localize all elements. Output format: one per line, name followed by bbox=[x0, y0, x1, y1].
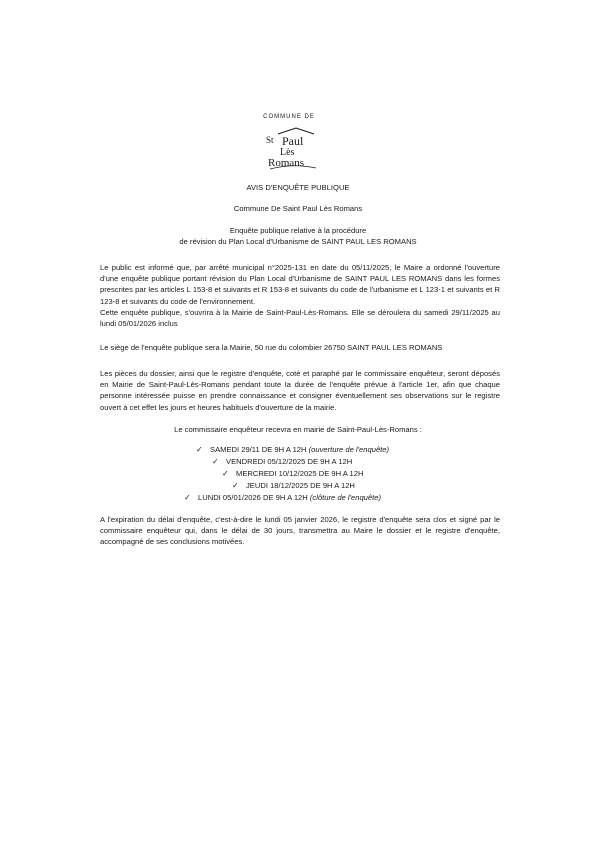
check-icon: ✓ bbox=[212, 457, 219, 466]
commune-logo bbox=[256, 114, 328, 172]
paragraph-siege-text: Le siège de l'enquête publique sera la Mairie, 50 rue du colombier 26750 SAINT PAUL LES ROMANS bbox=[100, 343, 443, 352]
notice-title: AVIS D'ENQUÊTE PUBLIQUE bbox=[246, 183, 350, 192]
session-text: SAMEDI 29/11 DE 9H A 12H bbox=[210, 445, 307, 454]
commune-name: Commune De Saint Paul Lès Romans bbox=[233, 204, 363, 213]
paragraph-expiration-text: A l'expiration du délai d'enquête, c'est-à-dire le lundi 05 janvier 2026, le registre d'enquête sera clos et signé par le commissaire enquêteur qui, dans le délai de 30 jours, transmettra au Maire le dossier et le registre d'enquête, accompagné de ses conclusions motivées. bbox=[100, 515, 500, 547]
session-text: VENDREDI 05/12/2025 DE 9H A 12H bbox=[226, 457, 353, 466]
logo-les: Lès bbox=[280, 147, 295, 158]
session-item bbox=[196, 444, 389, 456]
session-text: LUNDI 05/01/2026 DE 9H A 12H bbox=[198, 493, 308, 502]
logo-emblem bbox=[256, 120, 328, 172]
session-item bbox=[212, 456, 352, 468]
session-text: MERCREDI 10/12/2025 DE 9H A 12H bbox=[236, 469, 364, 478]
paragraph-arrete-text: Le public est informé que, par arrêté municipal n°2025-131 en date du 05/11/2025, le Maire a ordonné l'ouverture d'une enquête publique portant révision du Plan Local d'Urbanisme de SAINT PAUL LES ROMANS dans les formes prescrites par les articles L 153-8 et suivants et R 153-8 et suivants du code de l'urbanisme et L 123-1 et suivants et R 123-8 et suivants du code de l'environnement. bbox=[100, 263, 500, 306]
paragraph-dates-text: Cette enquête publique, s'ouvrira à la Mairie de Saint-Paul-Lès-Romans. Elle se déroulera du samedi 29/11/2025 au lundi 05/01/2026 inclus bbox=[100, 307, 500, 329]
session-item bbox=[184, 492, 381, 504]
session-note: (clôture de l'enquête) bbox=[309, 493, 381, 502]
check-icon: ✓ bbox=[232, 481, 239, 490]
logo-romans: Romans bbox=[268, 157, 305, 169]
session-text: JEUDI 18/12/2025 DE 9H A 12H bbox=[246, 481, 355, 490]
check-icon: ✓ bbox=[222, 469, 229, 478]
paragraph-siege bbox=[100, 342, 500, 353]
check-icon: ✓ bbox=[184, 493, 191, 502]
paragraph-dossier-text: Les pièces du dossier, ainsi que le registre d'enquête, coté et paraphé par le commissaire enquêteur, seront déposés en Mairie de Saint-Paul-Lès-Romans pendant toute la durée de l'enquête prévue à l'article 1er, afin que chaque personne intéressée puisse en prendre connaissance et consigner éventuellement ses observations sur le registre ouvert à cet effet les jours et heures habituels d'ouverture de la mairie. bbox=[100, 369, 500, 412]
paragraph-expiration bbox=[100, 514, 500, 548]
logo-commune-label: COMMUNE DE bbox=[263, 114, 315, 120]
subject-line-1: Enquête publique relative à la procédure bbox=[229, 226, 367, 235]
subject-line-2: de révision du Plan Local d'Urbanisme de SAINT PAUL LES ROMANS bbox=[179, 237, 417, 246]
session-note: (ouverture de l'enquête) bbox=[308, 445, 390, 454]
session-item bbox=[232, 480, 355, 492]
check-icon: ✓ bbox=[196, 445, 203, 454]
session-item bbox=[222, 468, 363, 480]
logo-paul: Paul bbox=[282, 134, 304, 148]
paragraph-arrete bbox=[100, 262, 500, 329]
commissaire-intro: Le commissaire enquêteur recevra en mairie de Saint-Paul-Lès-Romans : bbox=[174, 425, 422, 434]
logo-st: St bbox=[266, 135, 274, 145]
paragraph-dossier bbox=[100, 368, 500, 413]
